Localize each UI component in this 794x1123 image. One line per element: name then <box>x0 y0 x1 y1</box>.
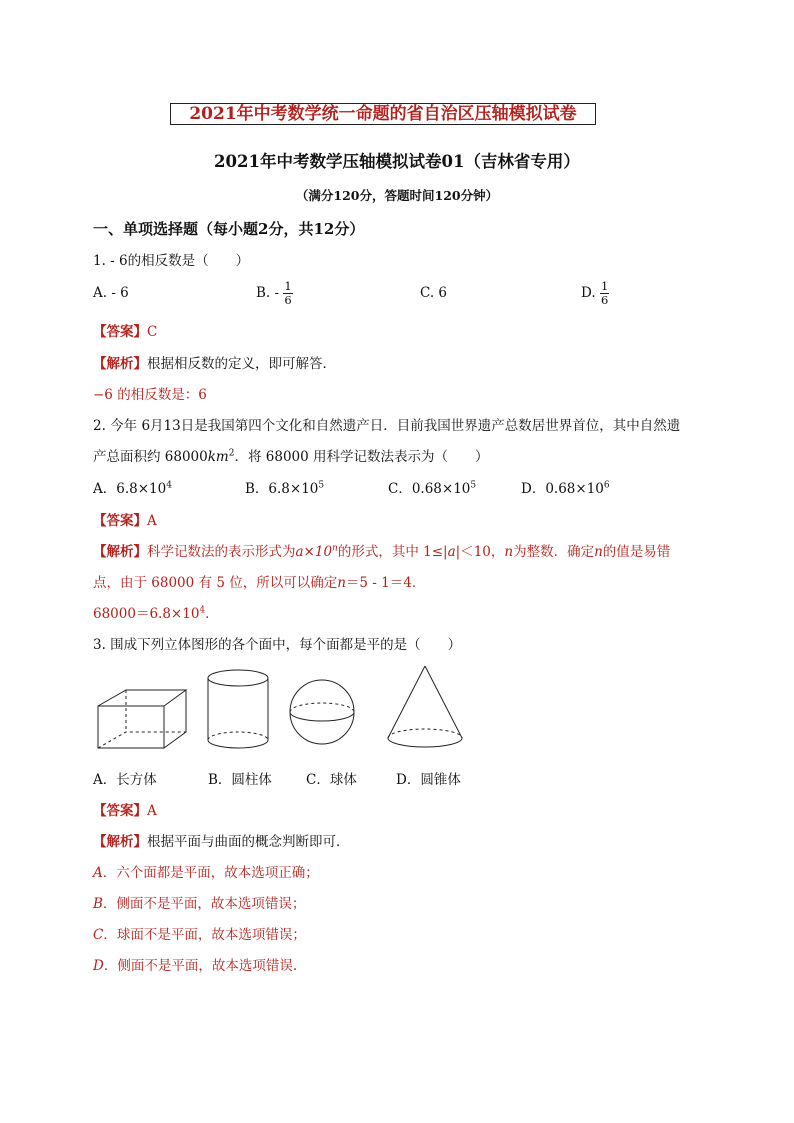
q1-option-b-fraction <box>283 280 292 307</box>
q2-analysis-line2-b: ＝5 - 1＝4． <box>345 575 426 591</box>
q2-option-a-base: A．6.8×10 <box>93 481 167 497</box>
q2-analysis-expr: a×10 <box>295 544 333 560</box>
q3-option-a: A．长方体 <box>93 772 157 788</box>
q2-answer <box>93 509 157 529</box>
q3-analysis-tag: 【解析】 <box>93 834 147 850</box>
q3-answer <box>93 799 157 819</box>
q2-result-exp: 4 <box>199 605 206 616</box>
q2-option-d-exp: 6 <box>603 480 610 491</box>
q2-stem-line2 <box>93 445 489 465</box>
q2-stem-unit: km <box>207 449 229 465</box>
q1-option-d-fraction <box>600 280 609 307</box>
q3-line-a-text: ．六个面都是平面，故本选项正确； <box>102 865 319 881</box>
q3-answer-value: A <box>147 803 157 819</box>
q1-option-d <box>581 280 609 307</box>
q1-option-b-prefix: B. - <box>256 285 280 301</box>
q2-option-c <box>388 477 476 497</box>
q3-option-c: C．球体 <box>306 772 357 788</box>
q3-option-d: D．圆锥体 <box>396 772 461 788</box>
q3-line-b-text: ．侧面不是平面，故本选项错误； <box>102 896 306 912</box>
q2-option-d <box>521 477 610 497</box>
q2-analysis-result <box>93 602 219 622</box>
q2-analysis-text-a: 科学记数法的表示形式为 <box>147 544 296 560</box>
q2-analysis-expr-exp: n <box>332 543 338 554</box>
q1-option-b-numerator: 1 <box>284 279 292 293</box>
exam-title: 2021年中考数学压轴模拟试卷01（吉林省专用） <box>214 152 580 171</box>
q2-analysis-n-var: n <box>504 544 514 560</box>
q1-analysis-text: 根据相反数的定义，即可解答． <box>147 356 336 372</box>
q1-analysis-tag: 【解析】 <box>93 356 147 372</box>
q2-option-c-exp: 5 <box>470 480 477 491</box>
q3-line-c-letter: C <box>93 927 104 943</box>
sphere-figure <box>290 680 354 744</box>
q3-solid-figures <box>90 660 470 755</box>
q1-option-d-denominator: 6 <box>600 293 609 307</box>
cylinder-figure <box>208 670 268 748</box>
q2-analysis-line2-a: 点，由于 68000 有 5 位，所以可以确定 <box>93 575 338 591</box>
q3-analysis <box>93 830 350 850</box>
q2-analysis-text-b: 的形式，其中 1≤| <box>337 544 448 560</box>
q2-option-a-exp: 4 <box>166 480 172 491</box>
q1-option-d-numerator: 1 <box>600 279 609 293</box>
q1-analysis <box>93 352 336 372</box>
q1-option-a: A. - 6 <box>93 285 129 301</box>
q3-line-d-text: ．侧面不是平面，故本选项错误. <box>103 958 298 974</box>
q2-analysis-line2-n: n <box>337 575 346 591</box>
q2-option-d-base: D．0.68×10 <box>521 481 604 497</box>
q2-analysis-line1 <box>93 540 670 560</box>
q3-line-d-letter: D <box>93 958 104 974</box>
q2-result-end: ． <box>205 606 219 622</box>
q3-answer-tag: 【答案】 <box>93 803 147 819</box>
q2-stem-unit-exp: 2 <box>228 448 235 459</box>
q1-answer-value: C <box>147 324 158 340</box>
q3-line-a-letter: A <box>93 865 103 881</box>
exam-series-banner: 2021年中考数学统一命题的省自治区压轴模拟试卷 <box>170 103 596 125</box>
q1-option-b-denominator: 6 <box>284 293 292 307</box>
q2-analysis-text-d: 为整数．确定 <box>513 544 595 560</box>
q3-stem: 3. 围成下列立体图形的各个面中，每个面都是平的是（ ） <box>93 637 462 653</box>
q2-option-b-base: B．6.8×10 <box>245 481 319 497</box>
exam-note: （满分120分，答题时间120分钟） <box>295 188 499 203</box>
q2-answer-value: A <box>147 513 157 529</box>
q2-stem-line1: 2. 今年 6月13日是我国第四个文化和自然遗产日．目前我国世界遗产总数居世界首位，其中自然遗 <box>93 418 681 434</box>
q2-analysis-abs-var: a <box>447 544 456 560</box>
q1-answer <box>93 320 157 340</box>
q1-answer-tag: 【答案】 <box>93 324 147 340</box>
q2-option-a <box>93 477 172 497</box>
q2-analysis-tag: 【解析】 <box>93 544 147 560</box>
q2-analysis-n-var-2: n <box>594 544 603 560</box>
q3-line-c-text: ．球面不是平面，故本选项错误； <box>103 927 306 943</box>
q3-analysis-line-d <box>93 954 297 974</box>
section-heading: 一、单项选择题（每小题2分，共12分） <box>93 220 365 238</box>
q1-option-c: C. 6 <box>420 285 448 301</box>
q2-option-c-base: C．0.68×10 <box>388 481 471 497</box>
q2-analysis-text-e: 的值是易错 <box>602 544 671 560</box>
q3-analysis-line-b <box>93 892 305 912</box>
q2-stem-text-b: ．将 68000 用科学记数法表示为（ ） <box>234 449 489 465</box>
q1-option-d-prefix: D. <box>581 285 596 301</box>
q1-option-b <box>256 280 293 307</box>
q2-analysis-text-c: |＜10， <box>455 544 505 560</box>
q3-option-b: B．圆柱体 <box>208 772 272 788</box>
cuboid-figure <box>98 690 186 748</box>
q3-analysis-line-c <box>93 923 306 943</box>
q2-analysis-line2 <box>93 571 425 591</box>
q2-option-b <box>245 477 324 497</box>
q2-result-base: 68000＝6.8×10 <box>93 606 200 622</box>
q3-line-b-letter: B <box>93 896 103 912</box>
q3-analysis-line-a <box>93 861 319 881</box>
q2-option-b-exp: 5 <box>318 480 325 491</box>
q2-stem-text-a: 产总面积约 68000 <box>93 449 208 465</box>
q3-analysis-text: 根据平面与曲面的概念判断即可． <box>147 834 350 850</box>
cone-figure <box>388 666 462 747</box>
q1-analysis-extra: −6 的相反数是：6 <box>93 387 207 403</box>
q2-answer-tag: 【答案】 <box>93 513 147 529</box>
q1-stem: 1. - 6的相反数是（ ） <box>93 253 250 269</box>
